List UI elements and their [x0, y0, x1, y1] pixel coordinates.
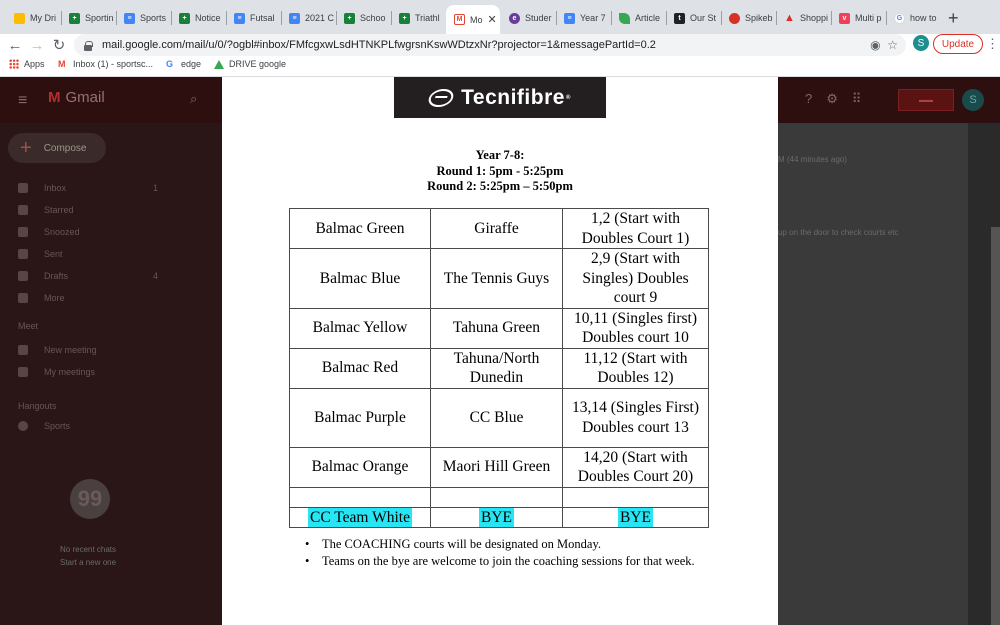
tab[interactable]: ≡ 2021 C [281, 6, 337, 30]
google-sheets-icon: + [69, 13, 80, 24]
gmail-sidebar [0, 123, 222, 625]
header-icons: ?⚙⠿ [805, 91, 876, 106]
notes-list [304, 537, 724, 570]
list-item: • The COACHING courts will be designated on Monday. [304, 537, 724, 553]
gmail-side-panel [968, 123, 1000, 625]
courts-cell: 13,14 (Singles First) Doubles court 13 [563, 388, 709, 447]
start-new-text: Start a new one [60, 558, 117, 567]
tab[interactable]: + Sportin [61, 6, 117, 30]
nav-snoozed: Snoozed [18, 227, 168, 237]
google-search-icon: G [894, 13, 905, 24]
year-heading: Year 7-8: [475, 148, 525, 162]
team-cell: Balmac Orange [290, 447, 431, 487]
tab[interactable]: My Dri [6, 6, 62, 30]
chevron-down-icon [18, 293, 28, 303]
brand-logo: ▬▬ [898, 89, 954, 111]
bookmarks-bar [0, 56, 1000, 77]
google-drive-icon [214, 60, 224, 69]
opponent-cell: CC Blue [431, 388, 563, 447]
courts-cell [563, 487, 709, 507]
leaf-icon [619, 13, 630, 24]
send-icon [18, 249, 28, 259]
nav-more: More [18, 293, 168, 303]
email-time: M (44 minutes ago) [778, 155, 847, 164]
courts-cell: 11,12 (Start with Doubles 12) [563, 348, 709, 388]
close-tab-icon[interactable]: ✕ [487, 14, 497, 26]
spikeball-icon [729, 13, 740, 24]
opponent-cell [431, 487, 563, 507]
search-icon: ⌕ [190, 91, 198, 106]
courts-cell: 10,11 (Singles first) Doubles court 10 [563, 308, 709, 348]
courts-cell [563, 507, 709, 528]
address-bar[interactable] [74, 34, 906, 56]
apps-grid-icon [9, 59, 19, 69]
tab[interactable]: v Multi p [831, 6, 887, 30]
new-tab-button[interactable]: + [948, 8, 959, 28]
round-2-heading: Round 2: 5:25pm – 5:50pm [427, 179, 573, 193]
tab[interactable]: t Our St [666, 6, 722, 30]
url-text: mail.google.com/mail/u/0/?ogbl#inbox/FMfcgxwLsdHTNKPLfwgrsnKswWDtzxNr?projector=1&messagePartId=0.2 [102, 39, 656, 51]
browser-menu-icon[interactable]: ⋮ [986, 36, 999, 51]
account-avatar: S [962, 89, 984, 111]
video-icon [18, 345, 28, 355]
draft-icon [18, 271, 28, 281]
gmail-icon: M [48, 89, 61, 106]
reload-icon[interactable]: ↻ [52, 37, 66, 54]
update-button[interactable]: Update [933, 34, 983, 54]
plus-icon: + [20, 136, 32, 159]
site-icon: e [509, 13, 520, 24]
forward-arrow-icon[interactable]: → [29, 36, 45, 54]
tecnifibre-logo: Tecnifibre ® [394, 77, 606, 118]
table-row [290, 209, 709, 249]
nav-inbox: Inbox 1 [18, 183, 168, 193]
lock-icon [84, 41, 92, 50]
tab[interactable]: G how to [886, 6, 942, 30]
google-drive-icon [14, 13, 25, 24]
meet-mine: My meetings [18, 367, 168, 377]
email-snippet: up on the door to check courts etc [778, 228, 899, 237]
table-row [290, 308, 709, 348]
tab[interactable]: Spikeb [721, 6, 777, 30]
tab[interactable]: + Triathl [391, 6, 447, 30]
nav-sent: Sent [18, 249, 168, 259]
tab-active[interactable]: M Mo ✕ [446, 5, 500, 34]
warning-triangle-icon: ▲ [784, 12, 795, 24]
opponent-cell: Tahuna/North Dunedin [431, 348, 563, 388]
table-row-bye [290, 507, 709, 528]
opponent-cell: Giraffe [431, 209, 563, 249]
team-cell: Balmac Red [290, 348, 431, 388]
profile-avatar[interactable]: S [913, 35, 929, 51]
gmail-icon: M [454, 14, 465, 25]
hangouts-user: Sports [18, 421, 168, 431]
avatar [18, 421, 28, 431]
tab[interactable]: ≡ Futsal [226, 6, 282, 30]
courts-cell: 2,9 (Start with Singles) Doubles court 9 [563, 249, 709, 309]
gmail-icon: M [58, 59, 66, 69]
team-cell [290, 507, 431, 528]
team-cell: Balmac Blue [290, 249, 431, 309]
bookmark-star-icon[interactable]: ◉ ☆ [870, 38, 898, 52]
back-arrow-icon[interactable]: ← [7, 36, 23, 54]
opponent-cell: The Tennis Guys [431, 249, 563, 309]
bookmark-edge[interactable]: G edge [166, 59, 202, 69]
clock-icon [18, 227, 28, 237]
courts-cell: 14,20 (Start with Doubles Court 20) [563, 447, 709, 487]
google-docs-icon: ≡ [234, 13, 245, 24]
table-row-empty [290, 487, 709, 507]
list-item: • Teams on the bye are welcome to join the coaching sessions for that week. [304, 554, 724, 570]
t-icon: t [674, 13, 685, 24]
team-cell: Balmac Purple [290, 388, 431, 447]
opponent-cell [431, 507, 563, 528]
tab[interactable]: e Studer [501, 6, 557, 30]
table-row [290, 249, 709, 309]
opponent-cell: Maori Hill Green [431, 447, 563, 487]
google-docs-icon: ≡ [289, 13, 300, 24]
table-row [290, 447, 709, 487]
courts-cell: 1,2 (Start with Doubles Court 1) [563, 209, 709, 249]
table-row [290, 348, 709, 388]
team-cell: Balmac Yellow [290, 308, 431, 348]
pocket-icon: v [839, 13, 850, 24]
quote-bubble-icon: 99 [70, 479, 110, 519]
compose-button: + Compose [8, 133, 106, 163]
google-sheets-icon: + [399, 13, 410, 24]
google-docs-icon: ≡ [124, 13, 135, 24]
hangouts-heading: Hangouts [18, 401, 57, 411]
table-row [290, 388, 709, 447]
bookmark-inbox[interactable]: M Inbox (1) - sportsc... [58, 59, 154, 69]
opponent-cell: Tahuna Green [431, 308, 563, 348]
highlighted-bye: BYE [620, 508, 651, 526]
tab[interactable]: ▲ Shoppi [776, 6, 832, 30]
attachment-page [222, 77, 778, 625]
bookmark-drive[interactable]: DRIVE google [214, 59, 286, 69]
tab[interactable]: + Notice [171, 6, 227, 30]
bookmark-apps[interactable]: Apps [9, 59, 45, 69]
meet-new: New meeting [18, 345, 168, 355]
team-cell [290, 487, 431, 507]
menu-icon: ≡ [18, 92, 28, 109]
tab[interactable]: Article [611, 6, 667, 30]
nav-starred: Starred [18, 205, 168, 215]
browser-toolbar [0, 34, 1000, 56]
inbox-icon [18, 183, 28, 193]
browser-tab-strip [0, 0, 1000, 34]
tab[interactable]: + Schoo [336, 6, 392, 30]
team-cell: Balmac Green [290, 209, 431, 249]
no-chats-text: No recent chats [60, 545, 117, 554]
google-docs-icon: ≡ [564, 13, 575, 24]
highlighted-bye: BYE [481, 508, 512, 526]
google-sheets-icon: + [179, 13, 190, 24]
tab[interactable]: ≡ Year 7 [556, 6, 612, 30]
tab[interactable]: ≡ Sports [116, 6, 172, 30]
fixtures-table [289, 208, 709, 528]
meet-heading: Meet [18, 321, 39, 331]
star-icon [18, 205, 28, 215]
calendar-icon [18, 367, 28, 377]
google-g-icon: G [166, 59, 174, 69]
highlighted-team: CC Team White [310, 508, 410, 526]
gmail-logo: M Gmail [48, 89, 105, 106]
google-sheets-icon: + [344, 13, 355, 24]
round-1-heading: Round 1: 5pm - 5:25pm [436, 163, 564, 178]
scrollbar [991, 227, 1000, 625]
nav-drafts: Drafts 4 [18, 271, 168, 281]
tecnifibre-mark-icon [426, 89, 456, 107]
